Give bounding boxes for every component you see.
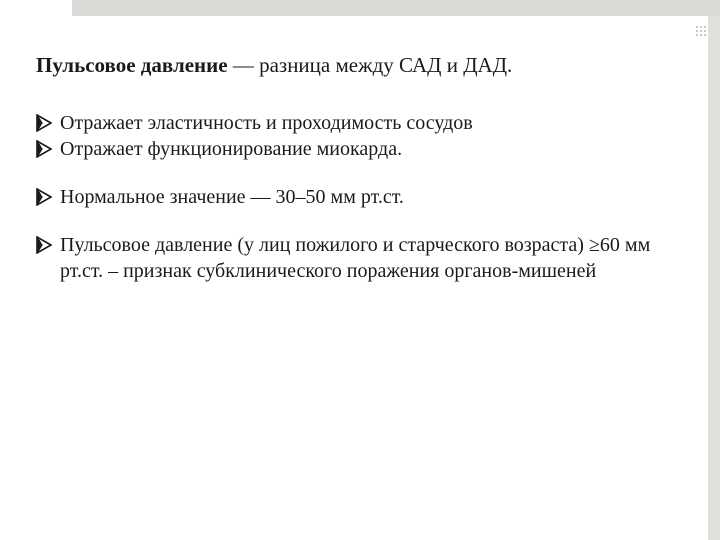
top-decorative-band: [72, 0, 720, 16]
arrow-bullet-icon: [36, 114, 52, 132]
arrow-bullet-icon: [36, 236, 52, 254]
dot-pattern-icon: [696, 26, 706, 36]
left-margin: [0, 0, 16, 540]
title-term: Пульсовое давление: [36, 53, 228, 77]
title-definition: — разница между САД и ДАД.: [227, 53, 513, 77]
bullet-text: Нормальное значение — 30–50 мм рт.ст.: [60, 186, 404, 208]
bullet-list: [36, 110, 696, 284]
bullet-item: [36, 184, 696, 210]
arrow-bullet-icon: [36, 140, 52, 158]
bullet-text: Пульсовое давление (у лиц пожилого и старческого возраста) ≥60 мм рт.ст. – признак субклинического поражения органов-мишеней: [60, 234, 651, 282]
slide-content: [36, 52, 696, 284]
arrow-bullet-icon: [36, 188, 52, 206]
bullet-text: Отражает функционирование миокарда.: [60, 138, 403, 160]
bullet-item: [36, 232, 696, 284]
bullet-item: [36, 136, 696, 162]
right-decorative-strip: [708, 16, 720, 540]
bullet-item: [36, 110, 696, 136]
bullet-text: Отражает эластичность и проходимость сосудов: [60, 112, 473, 134]
slide-title: [36, 52, 696, 78]
